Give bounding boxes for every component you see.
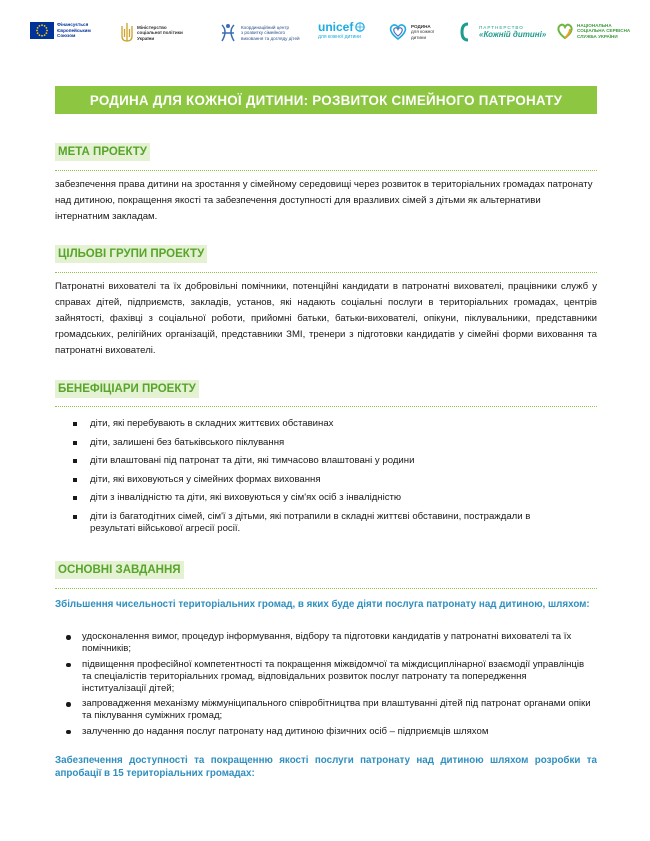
targets-divider: [55, 272, 597, 273]
list-item: підвищення професійної компетентності та покращення міжвідомчої та міждисциплінарної взаємодії управлінців та спеціалістів територіальних громад, відповідальних розвиток послуг патронату та попередження інституалізації дітей;: [64, 659, 592, 695]
rodyna-logo: [388, 22, 434, 42]
goal-text: забезпечення права дитини на зростання у сімейному середовищі через розвиток в територіальних громадах патронату над дитиною, покращення якості та забезпечення доступності для вразливих сімей з дітьми як альтернативи інтернатним закладам.: [55, 179, 593, 222]
nssu-logo: [556, 22, 630, 40]
partnership-logo-text-2: «Кожній дитині»: [479, 30, 547, 39]
ministry-logo-text-2: соціальної політики: [137, 30, 183, 36]
unicef-globe-icon: [355, 22, 365, 32]
tasks-divider: [55, 588, 597, 589]
list-item: діти, які виховуються у сімейних формах виховання: [73, 474, 573, 486]
list-item: діти влаштовані під патронат та діти, які тимчасово влаштовані у родини: [73, 455, 573, 467]
beneficiaries-heading: БЕНЕФІЦІАРИ ПРОЕКТУ: [55, 380, 199, 398]
nssu-logo-text-2: СОЦІАЛЬНА СЕРВІСНА: [577, 28, 631, 34]
centre-logo-text-3: виховання та догляду дітей: [241, 35, 300, 41]
centre-logo-text-1: Координаційний центр: [241, 24, 290, 30]
eu-logo-text-3: Союзом: [57, 33, 76, 39]
rodyna-logo-text-2: для кожної: [411, 29, 435, 35]
heart-icon: [388, 22, 408, 42]
ministry-logo: [120, 22, 183, 44]
list-item: діти, які перебувають в складних життєвих обставинах: [73, 418, 573, 430]
eu-flag-icon: [30, 22, 54, 39]
ministry-logo-text-1: Міністерство: [137, 24, 167, 30]
eu-logo-text-2: Європейським: [57, 27, 91, 33]
eu-logo: [30, 22, 91, 39]
partnership-bracket-icon: [460, 22, 476, 42]
targets-heading: ЦІЛЬОВІ ГРУПИ ПРОЕКТУ: [55, 245, 207, 263]
goal-heading: МЕТА ПРОЕКТУ: [55, 143, 150, 161]
partner-logos-bar: [0, 0, 650, 56]
list-item: діти із багатодітних сімей, сім'ї з дітьми, які потрапили в складні життєві обставини, постраждали в результаті військової агресії росії.: [73, 511, 573, 535]
ministry-logo-text-3: України: [137, 35, 155, 41]
rodyna-logo-text-3: дитини: [411, 34, 427, 40]
tasks-list: [64, 631, 592, 741]
centre-logo-text-2: з розвитку сімейного: [241, 30, 286, 36]
nssu-logo-text-3: СЛУЖБА УКРАЇНИ: [577, 33, 618, 39]
eu-logo-text-1: Фінансується: [57, 22, 89, 28]
nssu-heart-icon: [556, 22, 574, 40]
title-banner: РОДИНА ДЛЯ КОЖНОЇ ДИТИНИ: РОЗВИТОК СІМЕЙНОГО ПАТРОНАТУ: [55, 86, 597, 114]
partnership-logo: [460, 22, 546, 42]
beneficiaries-divider: [55, 406, 597, 407]
trident-icon: [120, 22, 134, 44]
goal-divider: [55, 170, 597, 171]
beneficiaries-list: [73, 418, 573, 541]
tasks-heading: ОСНОВНІ ЗАВДАННЯ: [55, 561, 184, 579]
tasks-subheading-2: Забезпечення доступності та покращенню якості послуги патронату над дитиною шляхом розробки та апробації в 15 територіальних громадах:: [55, 755, 597, 779]
centre-emblem-icon: [218, 22, 238, 44]
unicef-tagline: для кожної дитини: [318, 34, 361, 40]
nssu-logo-text-1: НАЦІОНАЛЬНА: [577, 22, 612, 28]
list-item: удосконалення вимог, процедур інформування, відбору та підготовки кандидатів у патронатні вихователі та їх помічників;: [64, 631, 592, 655]
targets-text: Патронатні вихователі та їх добровільні помічники, потенційні кандидати в патронатні вихователі, працівники служб у справах дітей, підприємств, закладів, установ, які надають соціальні послуги в територіальних громадах, центрів зайнятості, фахівці з соціальної роботи, прийомні батьки, батьки-вихователі, опікуни, піклувальники, представники громадських, релігійних організацій, представники ЗМІ, тренери з підготовки кандидатів у сімейні форми виховання та патронатні вихователі.: [55, 281, 597, 356]
tasks-subheading-1: Збільшення чисельності територіальних громад, в яких буде діяти послуга патронату над дитиною, шляхом:: [55, 599, 590, 610]
unicef-wordmark: unicef: [318, 20, 354, 34]
coordination-centre-logo: [218, 22, 300, 44]
rodyna-logo-text-1: РОДИНА: [411, 23, 431, 29]
list-item: діти, залишені без батьківського піклування: [73, 437, 573, 449]
unicef-logo: [318, 20, 365, 40]
partnership-logo-text-1: ПАРТНЕРСТВО: [479, 25, 524, 30]
list-item: запровадження механізму міжмуніципального співробітництва при влаштуванні дітей під патронат органами опіки та піклування суміжних громад;: [64, 698, 592, 722]
list-item: залученню до надання послуг патронату над дитиною фізичних осіб – підприємців шляхом: [64, 726, 592, 738]
list-item: діти з інвалідністю та діти, які виховуються у сім'ях осіб з інвалідністю: [73, 492, 573, 504]
